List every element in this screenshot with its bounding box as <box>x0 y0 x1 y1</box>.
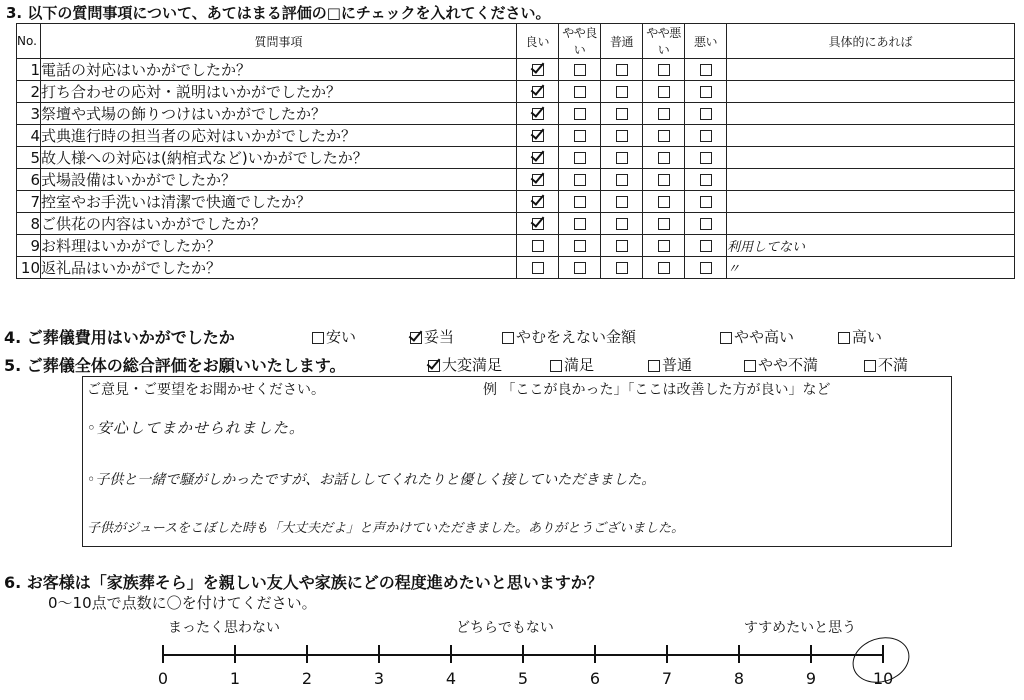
note-cell[interactable]: 利用してない <box>727 235 1015 257</box>
handwritten-comment: ◦安心してまかせられました。 <box>87 419 305 437</box>
header-rating-good: 良い <box>517 24 559 59</box>
checkbox[interactable] <box>658 196 670 208</box>
checkbox[interactable] <box>658 64 670 76</box>
rating-cell[interactable] <box>643 213 685 235</box>
checkbox[interactable] <box>574 196 586 208</box>
scale-tick <box>594 645 596 663</box>
section3-title: 3. 以下の質問事項について、あてはまる評価の□にチェックを入れてください。 <box>6 4 551 22</box>
handwritten-comment: 子供がジュースをこぼした時も「大丈夫だよ」と声かけていただきました。ありがとうございました。 <box>87 521 685 536</box>
note-cell[interactable] <box>727 169 1015 191</box>
scale-tick <box>450 645 452 663</box>
checkbox[interactable] <box>700 218 712 230</box>
rating-cell[interactable] <box>685 59 727 81</box>
rating-cell[interactable] <box>559 191 601 213</box>
row-number: 8 <box>17 213 41 235</box>
table-row <box>17 81 1015 103</box>
rating-cell[interactable] <box>643 103 685 125</box>
checkbox[interactable] <box>700 86 712 98</box>
question-text: 電話の対応はいかがでしたか？ <box>41 59 517 81</box>
rating-cell[interactable] <box>685 169 727 191</box>
table-row <box>17 169 1015 191</box>
row-number: 10 <box>17 257 41 279</box>
rating-cell[interactable] <box>601 191 643 213</box>
rating-cell[interactable] <box>559 59 601 81</box>
checkbox[interactable] <box>700 262 712 274</box>
option-label: やや不満 <box>758 356 819 374</box>
overall-option-average[interactable] <box>648 354 692 375</box>
overall-option-dissatisfied[interactable] <box>864 354 908 375</box>
checkbox[interactable] <box>502 332 514 344</box>
handwritten-comment: ◦子供と一緒で騒がしかったですが、お話ししてくれたりと優しく接していただきました。 <box>87 472 656 488</box>
rating-cell[interactable] <box>517 147 559 169</box>
rating-cell[interactable] <box>601 147 643 169</box>
checkbox[interactable] <box>574 218 586 230</box>
row-number: 5 <box>17 147 41 169</box>
checkbox[interactable] <box>700 174 712 186</box>
table-row <box>17 257 1015 279</box>
table-header-row <box>17 24 1015 59</box>
checkbox-checked[interactable] <box>532 174 544 186</box>
scale-number[interactable]: 8 <box>733 669 745 688</box>
rating-cell[interactable] <box>643 191 685 213</box>
overall-option-very-satisfied[interactable] <box>428 354 502 375</box>
question-text: 控室やお手洗いは清潔で快適でしたか？ <box>41 191 517 213</box>
rating-cell[interactable] <box>559 169 601 191</box>
rating-cell[interactable] <box>643 235 685 257</box>
rating-cell[interactable] <box>685 125 727 147</box>
checkbox[interactable] <box>700 240 712 252</box>
checkbox[interactable] <box>616 86 628 98</box>
rating-cell[interactable] <box>517 103 559 125</box>
checkbox[interactable] <box>658 174 670 186</box>
cost-option-high[interactable] <box>838 326 882 347</box>
checkbox[interactable] <box>532 240 544 252</box>
checkbox[interactable] <box>616 130 628 142</box>
checkbox[interactable] <box>616 64 628 76</box>
table-row <box>17 235 1015 257</box>
rating-cell[interactable] <box>517 59 559 81</box>
scale-label-low: まったく思わない <box>168 620 280 636</box>
checkbox-checked[interactable] <box>428 360 440 372</box>
rating-cell[interactable] <box>685 191 727 213</box>
question-text: 故人様への対応は(納棺式など)いかがでしたか？ <box>41 147 517 169</box>
checkbox[interactable] <box>658 262 670 274</box>
overall-option-satisfied[interactable] <box>550 354 594 375</box>
scale-number[interactable]: 4 <box>445 669 457 688</box>
scale-number[interactable]: 5 <box>517 669 529 688</box>
question-text: 式典進行時の担当者の応対はいかがでしたか？ <box>41 125 517 147</box>
row-number: 9 <box>17 235 41 257</box>
rating-cell[interactable] <box>517 81 559 103</box>
checkbox[interactable] <box>616 108 628 120</box>
rating-cell[interactable] <box>517 213 559 235</box>
checkbox[interactable] <box>574 240 586 252</box>
note-cell[interactable] <box>727 103 1015 125</box>
row-number: 4 <box>17 125 41 147</box>
checkbox-checked[interactable] <box>532 152 544 164</box>
row-number: 2 <box>17 81 41 103</box>
cost-option-somewhat-high[interactable] <box>720 326 794 347</box>
rating-cell[interactable] <box>601 213 643 235</box>
checkbox[interactable] <box>616 196 628 208</box>
rating-cell[interactable] <box>517 169 559 191</box>
question-text: ご供花の内容はいかがでしたか？ <box>41 213 517 235</box>
checkbox[interactable] <box>550 360 562 372</box>
rating-cell[interactable] <box>643 81 685 103</box>
checkbox[interactable] <box>616 262 628 274</box>
rating-cell[interactable] <box>601 257 643 279</box>
row-number: 3 <box>17 103 41 125</box>
comment-prompt: ご意見・ご要望をお聞かせください。 <box>87 382 325 398</box>
checkbox[interactable] <box>574 174 586 186</box>
rating-cell[interactable] <box>517 257 559 279</box>
checkbox-checked[interactable] <box>532 108 544 120</box>
overall-option-somewhat-dissatisfied[interactable] <box>744 354 818 375</box>
header-no: No. <box>17 24 41 59</box>
question-text: 返礼品はいかがでしたか？ <box>41 257 517 279</box>
option-label: やむをえない金額 <box>516 328 637 346</box>
scale-number[interactable]: 3 <box>373 669 385 688</box>
scale-tick <box>378 645 380 663</box>
checkbox[interactable] <box>658 152 670 164</box>
rating-cell[interactable] <box>601 169 643 191</box>
question-text: 式場設備はいかがでしたか？ <box>41 169 517 191</box>
note-cell[interactable]: 〃 <box>727 257 1015 279</box>
checkbox[interactable] <box>574 108 586 120</box>
rating-cell[interactable] <box>517 191 559 213</box>
scale-number[interactable]: 10 <box>873 669 894 688</box>
rating-cell[interactable] <box>685 257 727 279</box>
rating-cell[interactable] <box>517 125 559 147</box>
scale-number[interactable]: 2 <box>301 669 313 688</box>
table-row <box>17 125 1015 147</box>
scale-label-high: すすめたいと思う <box>744 620 857 636</box>
checkbox[interactable] <box>574 86 586 98</box>
checkbox[interactable] <box>700 196 712 208</box>
rating-cell[interactable] <box>559 147 601 169</box>
rating-cell[interactable] <box>643 125 685 147</box>
option-label: やや高い <box>734 328 795 346</box>
checkbox[interactable] <box>312 332 324 344</box>
checkbox[interactable] <box>616 240 628 252</box>
checkbox-checked[interactable] <box>532 64 544 76</box>
rating-cell[interactable] <box>685 103 727 125</box>
header-note: 具体的にあれば <box>727 24 1015 59</box>
checkbox[interactable] <box>700 152 712 164</box>
scale-number[interactable]: 9 <box>805 669 817 688</box>
rating-cell[interactable] <box>685 235 727 257</box>
question-text: 祭壇や式場の飾りつけはいかがでしたか？ <box>41 103 517 125</box>
header-rating-fairly-good: やや良い <box>559 24 601 59</box>
scale-tick <box>234 645 236 663</box>
rating-table <box>16 23 1015 279</box>
comment-example: 例 「ここが良かった」「ここは改善した方が良い」など <box>483 382 831 398</box>
checkbox[interactable] <box>616 174 628 186</box>
checkbox-checked[interactable] <box>532 130 544 142</box>
row-number: 1 <box>17 59 41 81</box>
rating-cell[interactable] <box>517 235 559 257</box>
option-label: 安い <box>326 328 357 346</box>
note-cell[interactable] <box>727 125 1015 147</box>
checkbox[interactable] <box>658 108 670 120</box>
scale-instruction: 0〜10点で点数に〇を付けてください。 <box>48 594 317 612</box>
rating-cell[interactable] <box>559 235 601 257</box>
scale-tick <box>522 645 524 663</box>
rating-cell[interactable] <box>643 169 685 191</box>
question-text: お料理はいかがでしたか？ <box>41 235 517 257</box>
checkbox-checked[interactable] <box>532 86 544 98</box>
rating-cell[interactable] <box>601 81 643 103</box>
question-text: 打ち合わせの応対・説明はいかがでしたか？ <box>41 81 517 103</box>
rating-cell[interactable] <box>601 235 643 257</box>
table-row <box>17 191 1015 213</box>
checkbox[interactable] <box>720 332 732 344</box>
rating-cell[interactable] <box>601 59 643 81</box>
checkbox[interactable] <box>700 108 712 120</box>
note-cell[interactable] <box>727 81 1015 103</box>
scale-number[interactable]: 0 <box>157 669 169 688</box>
row-number: 7 <box>17 191 41 213</box>
table-row <box>17 59 1015 81</box>
option-label: 妥当 <box>424 328 455 346</box>
rating-cell[interactable] <box>601 103 643 125</box>
note-cell[interactable] <box>727 213 1015 235</box>
checkbox-checked[interactable] <box>532 218 544 230</box>
option-label: 高い <box>852 328 883 346</box>
checkbox[interactable] <box>658 218 670 230</box>
section4-title: 4. ご葬儀費用はいかがでしたか <box>4 328 235 347</box>
header-question: 質問事項 <box>41 24 517 59</box>
checkbox[interactable] <box>616 218 628 230</box>
table-row <box>17 213 1015 235</box>
checkbox[interactable] <box>658 130 670 142</box>
comment-box[interactable] <box>82 376 952 547</box>
cost-option-reasonable[interactable] <box>410 326 454 347</box>
scale-tick <box>810 645 812 663</box>
checkbox-checked[interactable] <box>410 332 422 344</box>
note-cell[interactable] <box>727 147 1015 169</box>
rating-cell[interactable] <box>559 81 601 103</box>
header-rating-bad: 悪い <box>685 24 727 59</box>
table-row <box>17 147 1015 169</box>
checkbox[interactable] <box>574 64 586 76</box>
scale-number[interactable]: 7 <box>661 669 673 688</box>
checkbox[interactable] <box>744 360 756 372</box>
section5-title: 5. ご葬儀全体の総合評価をお願いいたします。 <box>4 356 346 375</box>
table-row <box>17 103 1015 125</box>
checkbox-checked[interactable] <box>532 196 544 208</box>
checkbox[interactable] <box>838 332 850 344</box>
scale-number[interactable]: 1 <box>229 669 241 688</box>
rating-cell[interactable] <box>559 213 601 235</box>
section6-title: 6. お客様は「家族葬そら」を親しい友人や家族にどの程度進めたいと思いますか？ <box>4 573 603 592</box>
rating-cell[interactable] <box>643 59 685 81</box>
rating-cell[interactable] <box>559 257 601 279</box>
option-label: 不満 <box>878 356 909 374</box>
rating-cell[interactable] <box>559 125 601 147</box>
rating-cell[interactable] <box>643 257 685 279</box>
checkbox[interactable] <box>616 152 628 164</box>
checkbox[interactable] <box>864 360 876 372</box>
checkbox[interactable] <box>574 152 586 164</box>
selected-score-circle <box>847 630 916 690</box>
rating-cell[interactable] <box>685 213 727 235</box>
rating-cell[interactable] <box>643 147 685 169</box>
cost-option-cheap[interactable] <box>312 326 356 347</box>
checkbox[interactable] <box>700 130 712 142</box>
rating-cell[interactable] <box>601 125 643 147</box>
checkbox[interactable] <box>574 262 586 274</box>
option-label: 大変満足 <box>442 356 503 374</box>
cost-option-unavoidable[interactable] <box>502 326 636 347</box>
scale-label-mid: どちらでもない <box>456 620 554 636</box>
scale-number[interactable]: 6 <box>589 669 601 688</box>
checkbox[interactable] <box>700 64 712 76</box>
option-label: 普通 <box>662 356 693 374</box>
rating-cell[interactable] <box>685 81 727 103</box>
checkbox[interactable] <box>658 240 670 252</box>
header-rating-average: 普通 <box>601 24 643 59</box>
checkbox[interactable] <box>574 130 586 142</box>
row-number: 6 <box>17 169 41 191</box>
scale-tick <box>306 645 308 663</box>
option-label: 満足 <box>564 356 595 374</box>
scale-tick <box>666 645 668 663</box>
rating-cell[interactable] <box>685 147 727 169</box>
checkbox[interactable] <box>658 86 670 98</box>
rating-cell[interactable] <box>559 103 601 125</box>
scale-tick <box>162 645 164 663</box>
scale-tick <box>738 645 740 663</box>
note-cell[interactable] <box>727 191 1015 213</box>
header-rating-fairly-bad: やや悪い <box>643 24 685 59</box>
note-cell[interactable] <box>727 59 1015 81</box>
checkbox[interactable] <box>532 262 544 274</box>
checkbox[interactable] <box>648 360 660 372</box>
